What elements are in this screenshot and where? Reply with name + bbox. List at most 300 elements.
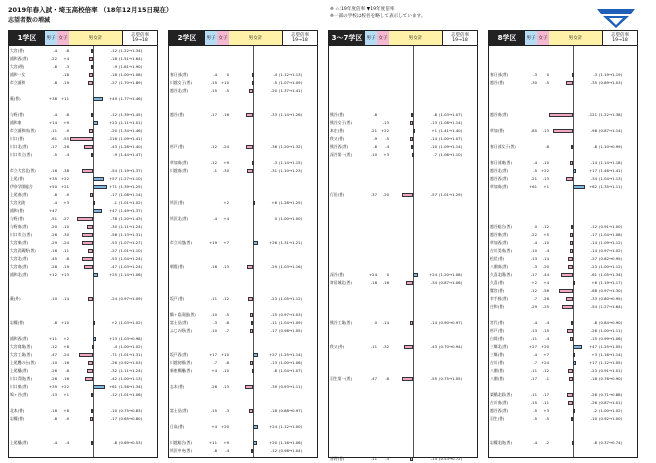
school-name: 熊谷西(普) [330,144,349,149]
ratio-value: (0.93→1.11) [279,384,303,389]
change-bar [253,241,258,245]
table-row [169,304,317,310]
panel-rows [489,46,637,457]
change-bar [93,385,105,389]
table-row [9,64,157,70]
table-row [489,96,637,102]
table-row [169,128,317,134]
table-row [9,336,157,342]
change-bar [253,201,255,205]
male-change: -8 [213,448,217,453]
male-change: +19 [208,240,217,245]
change-bar [573,281,575,285]
table-row [329,272,477,278]
female-change: -44 [542,272,549,277]
table-row [329,160,477,166]
school-name: 越谷(普) [490,80,505,85]
table-row [489,288,637,294]
table-row [169,376,317,382]
total-change: -18 [270,408,277,413]
school-name: 八潮(普) [490,376,505,381]
ratio-value: (1.81→1.90) [119,64,143,69]
ratio-value: (1.07→1.09) [279,80,303,85]
change-bar [570,233,573,237]
change-bar [89,129,93,133]
table-row [329,440,477,446]
ratio-value: (1.34→1.46) [119,128,143,133]
female-change: +22 [540,168,549,173]
change-bar [571,417,573,421]
table-row [329,80,477,86]
female-header: 女子 [537,31,549,45]
ratio-value: (1.25→1.14) [279,352,303,357]
total-change: -27 [590,256,597,261]
table-row [169,56,317,62]
total-change: -54 [110,168,117,173]
male-change: -10 [530,248,537,253]
district-panel [168,30,318,458]
male-change: -30 [530,80,537,85]
ratio-value: (1.77→1.46) [119,96,143,101]
female-change: -16 [222,112,229,117]
table-row [329,64,477,70]
ratio-value: (1.08→1.14) [119,192,143,197]
table-row [489,48,637,54]
school-name: 蕨(普) [10,96,21,101]
female-change: -56 [542,288,549,293]
table-row [489,72,637,78]
ratio-value: (1.35→1.11) [599,184,623,189]
male-change: +61 [528,184,537,189]
table-row [489,56,637,62]
table-row [169,440,317,446]
ratio-value: (1.03→0.98) [119,336,143,341]
ratio-value: (0.82→0.95) [599,256,623,261]
table-row [329,288,477,294]
female-change: -8 [385,376,389,381]
change-bar [570,337,573,341]
table-row [9,360,157,366]
male-change: -8 [373,112,377,117]
table-row [9,168,157,174]
page-title: 2019年春入試・埼玉高校倍率 （18年12月15日現在） [8,6,173,14]
table-row [489,408,637,414]
change-bar [93,273,98,277]
female-change: +10 [220,352,229,357]
ratio-value: (1.04→1.08) [599,232,623,237]
total-change: -9 [113,64,117,69]
male-change: -12 [210,160,217,165]
male-change: +24 [368,272,377,277]
school-name: 幸手桜(普) [490,296,509,301]
ratio-value: (0.99→1.06) [599,336,623,341]
male-change: -17 [530,376,537,381]
male-change: -3 [213,320,217,325]
school-name: 岩槻(普) [10,320,25,325]
school-name: 川越総合(普) [170,440,192,445]
change-bar [253,425,258,429]
total-change: +17 [588,168,597,173]
school-name: 宮代(普) [490,320,505,325]
total-change: -17 [110,192,117,197]
school-name: 越谷総合(普) [490,224,512,229]
ratio-value: (1.51→1.64) [119,56,143,61]
female-change: -4 [225,448,229,453]
school-name: 市立川越(普) [170,240,192,245]
ratio-value: (1.04→1.09) [279,320,303,325]
change-bar [251,321,253,325]
total-change: -39 [270,384,277,389]
total-change: -5 [273,80,277,85]
female-change: -3 [65,64,69,69]
panel-rows [9,46,157,457]
table-row [9,392,157,398]
change-bar [411,145,413,149]
female-change: +4 [543,280,549,285]
female-change: -2 [545,440,549,445]
change-bar [568,369,573,373]
table-row [9,48,157,54]
male-change: -4 [533,160,537,165]
ratio-value: (1.01→1.10) [119,248,143,253]
school-name: 三郷北(普) [490,344,509,349]
school-name: 春日部(普) [490,72,509,77]
male-change: -37 [370,192,377,197]
female-change: -16 [382,280,389,285]
male-change: -10 [50,360,57,365]
total-change: -7 [433,152,437,157]
female-change: -16 [62,360,69,365]
male-change: +38 [48,96,57,101]
change-bar [252,161,254,165]
male-change: -4 [53,440,57,445]
ratio-value: (1.01→1.29) [439,192,463,197]
table-row [329,128,477,134]
table-row [9,288,157,294]
male-change: -47 [50,352,57,357]
ratio-value: (1.20→1.43) [119,216,143,221]
ratio-value: (0.87→1.06) [439,280,463,285]
male-change: +39 [48,384,57,389]
table-row [169,368,317,374]
school-name: 川口市立(普) [10,232,32,237]
ratio-value: (1.19→1.37) [119,168,143,173]
male-change: -4 [533,440,537,445]
female-change: -4 [385,144,389,149]
table-row [489,64,637,70]
table-row [329,360,477,366]
ratio-value: (0.97→1.02) [599,248,623,253]
total-change: -4 [273,72,277,77]
change-bar [87,369,93,373]
table-row [329,248,477,254]
change-bar [571,321,573,325]
school-name: 大宮光陵 [10,200,26,205]
change-bar [247,265,253,269]
total-change: -28 [590,392,597,397]
male-change: -10 [50,296,57,301]
table-row [9,424,157,430]
change-bar [85,377,93,381]
ratio-value: (1.00→1.08) [119,72,143,77]
male-change: -8 [53,80,57,85]
table-row [489,200,637,206]
female-change: -8 [545,144,549,149]
female-change: +7 [223,240,229,245]
table-row [9,416,157,422]
ratio-value: (1.09→1.41) [119,136,143,141]
ratio-value: (1.03→1.07) [439,112,463,117]
school-name: 八潮(普) [490,368,505,373]
ratio-value: (1.37→1.41) [279,88,303,93]
school-name: 越谷東(普) [490,232,509,237]
table-row [329,96,477,102]
total-change: +3 [591,352,597,357]
panel-header [169,31,317,46]
school-name: 越谷(普) [170,112,185,117]
table-row [9,144,157,150]
male-change: -85 [530,128,537,133]
district-name: 8学区 [489,31,525,45]
change-bar [549,113,573,117]
male-change: -4 [533,320,537,325]
ratio-value: (0.69→0.53) [119,440,143,445]
school-name: 富士見(普) [170,408,189,413]
ratio-value: (1.39→1.45) [119,112,143,117]
male-change: -16 [50,248,57,253]
female-change: -18 [62,72,69,77]
table-row [489,112,637,118]
change-bar [245,385,253,389]
total-change: -14 [430,136,437,141]
table-row [9,328,157,334]
table-row [489,152,637,158]
change-bar [90,417,93,421]
ratio-value: (1.27→1.10) [119,176,143,181]
school-name: 杉戸(普) [170,144,185,149]
male-change: -26 [50,376,57,381]
table-row [329,232,477,238]
table-row [489,184,637,190]
table-row [169,264,317,270]
table-row [489,256,637,262]
ratio-value: (1.01→1.02) [119,200,143,205]
total-change: -12 [270,448,277,453]
district-panel [328,30,478,461]
school-name: 志木(普) [170,384,185,389]
school-name: 所沢北(普) [170,216,189,221]
table-row [329,264,477,270]
school-name: 浦和西(普) [10,336,29,341]
table-row [489,440,637,446]
male-change: -20 [50,224,57,229]
total-change: -12 [110,112,117,117]
total-change: -17 [110,416,117,421]
table-row [329,120,477,126]
total-change: -20 [270,88,277,93]
total-change: -68 [590,288,597,293]
male-change: -17 [210,112,217,117]
ratio-value: (1.44→1.47) [119,152,143,157]
ratio-value: (0.98→1.04) [279,448,303,453]
female-change: -14 [542,256,549,261]
total-change: +61 [108,384,117,389]
table-row [169,192,317,198]
table-row [489,176,637,182]
table-row [169,248,317,254]
ratio-value: (1.00→1.11) [599,328,623,333]
ratio-header-line1: 志望倍率 [610,33,630,38]
table-row [329,296,477,302]
male-change: -11 [370,456,377,461]
table-row [329,224,477,230]
table-row [9,184,157,190]
ratio-value: (0.65→0.80) [119,416,143,421]
district-name: 3～7学区 [329,31,365,45]
total-change: -43 [430,344,437,349]
female-change: -6 [65,368,69,373]
male-change: +2 [531,280,537,285]
female-change: -3 [385,456,389,461]
female-change: +10 [60,320,69,325]
table-row [329,336,477,342]
table-row [489,216,637,222]
female-change: -27 [62,216,69,221]
total-change: -10 [430,144,437,149]
male-change: 0 [374,320,377,325]
panel-rows [329,46,477,461]
female-change: -24 [222,144,229,149]
table-row [329,392,477,398]
ratio-value: (1.00→1.12) [599,264,623,269]
ratio-value: (0.87→1.01) [599,400,623,405]
total-change: -54 [590,304,597,309]
total-change: -55 [430,376,437,381]
male-change: -7 [533,296,537,301]
school-name: 熊谷女子(普) [330,120,352,125]
female-change: -19 [62,80,69,85]
change-bar [568,265,573,269]
total-change: -34 [590,176,597,181]
total-change: -33 [270,112,277,117]
total-change: -12 [110,392,117,397]
male-change: +27 [528,344,537,349]
female-change: -20 [542,264,549,269]
school-name: 所沢中央(普) [170,448,192,453]
male-change: -13 [530,256,537,261]
ratio-value: (0.70→0.94) [439,344,463,349]
total-change: +24 [428,272,437,277]
ratio-value: (1.11→1.01) [119,120,143,125]
total-change: +23 [108,120,117,125]
female-change: -6 [225,360,229,365]
female-change: -8 [65,48,69,53]
table-row [329,432,477,438]
school-name: 草加(普) [490,128,505,133]
male-change: -47 [370,376,377,381]
change-bar [93,201,95,205]
female-change: -5 [225,312,229,317]
table-row [169,408,317,414]
table-row [329,184,477,190]
total-change: -20 [110,128,117,133]
school-name: 上尾鷹の台(普) [10,360,36,365]
change-bar [251,449,253,453]
male-change: -6 [373,144,377,149]
change-bar [91,409,93,413]
change-bar [559,289,573,293]
table-row [329,424,477,430]
change-bar [91,441,93,445]
table-row [329,56,477,62]
change-bar [93,177,104,181]
school-name: 草加南(普) [490,184,509,189]
female-change: +8 [63,408,69,413]
school-name: 大宮(理) [10,64,25,69]
male-change: +14 [48,120,57,125]
school-name: 大宮(普) [10,48,25,53]
table-row [489,128,637,134]
ratio-value: (1.14→1.26) [279,112,303,117]
ratio-value: (1.56→1.34) [119,384,143,389]
male-change: +11 [48,336,57,341]
female-change: -8 [225,320,229,325]
ratio-value: (1.25→1.05) [599,344,623,349]
ratio-value: (1.14→1.18) [599,160,623,165]
male-change: -9 [373,136,377,141]
female-change: -9 [65,416,69,421]
school-name: 深谷(普) [330,272,345,277]
table-row [9,296,157,302]
ratio-value: (1.06→1.10) [439,152,463,157]
table-row [489,376,637,382]
total-change: -14 [430,456,437,461]
notes [330,6,580,20]
female-change: +20 [220,424,229,429]
female-change: -1 [545,376,549,381]
female-change: -3 [225,408,229,413]
ratio-value: (1.04→1.13) [599,176,623,181]
female-change: +13 [60,272,69,277]
total-change: -18 [110,72,117,77]
female-change: +3 [383,152,389,157]
male-header: 男子 [205,31,217,45]
table-row [489,192,637,198]
female-change: -5 [545,80,549,85]
total-change: -3 [593,72,597,77]
change-bar [89,73,93,77]
table-row [169,280,317,286]
ratio-value: (1.03→1.24) [119,264,143,269]
table-row [489,296,637,302]
table-row [489,104,637,110]
total-change: -8 [593,144,597,149]
table-row [9,112,157,118]
ratio-value: (0.37→0.74) [599,440,623,445]
table-row [329,448,477,454]
ratio-header-line2: 19→18 [132,38,148,43]
ratio-value: (1.14→1.06) [119,272,143,277]
female-change: +5 [543,232,549,237]
table-row [9,192,157,198]
total-header: 男女計 [549,31,602,45]
female-change: -13 [542,128,549,133]
male-change: -5 [53,152,57,157]
school-name: 大宮工業(普) [10,352,32,357]
male-change: -7 [213,360,217,365]
table-row [329,192,477,198]
ratio-value: (1.20→1.08) [439,272,463,277]
